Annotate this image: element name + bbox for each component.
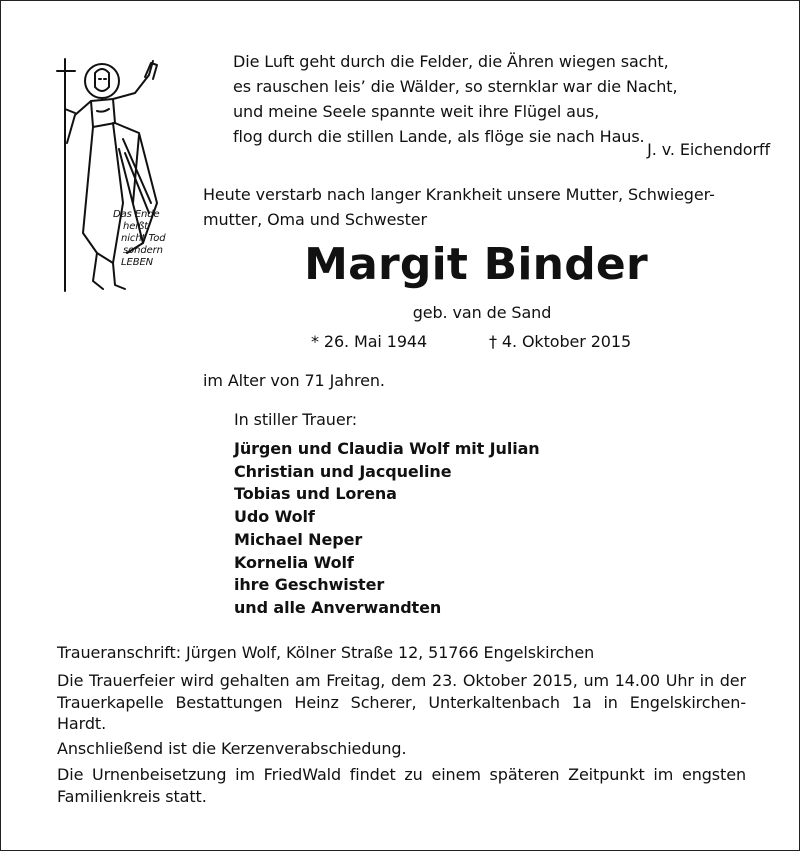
announcement-line: mutter, Oma und Schwester xyxy=(203,210,428,229)
poem-line: es rauschen leis’ die Wälder, so sternklar war die Nacht, xyxy=(233,77,678,96)
mourners-list xyxy=(234,438,540,620)
poem xyxy=(233,49,677,149)
mourner-name: ihre Geschwister xyxy=(234,575,385,595)
deceased-name: Margit Binder xyxy=(304,239,648,290)
candle-farewell-info: Anschließend ist die Kerzenverabschiedung. xyxy=(57,739,407,758)
poem-line: und meine Seele spannte weit ihre Flügel aus, xyxy=(233,102,600,121)
poem-author: J. v. Eichendorff xyxy=(647,140,770,159)
death-announcement xyxy=(203,182,715,232)
urn-burial-info: Die Urnenbeisetzung im FriedWald findet zu einem späteren Zeitpunkt im engsten Familienkreis statt. xyxy=(57,765,746,806)
inscription-line: LEBEN xyxy=(121,257,154,268)
poem-line: Die Luft geht durch die Felder, die Ähren wiegen sacht, xyxy=(233,52,669,71)
age-at-death: im Alter von 71 Jahren. xyxy=(203,371,385,390)
inscription-line: nicht Tod xyxy=(121,233,166,244)
mourning-address: Traueranschrift: Jürgen Wolf, Kölner Straße 12, 51766 Engelskirchen xyxy=(57,643,595,662)
mourning-heading: In stiller Trauer: xyxy=(234,410,358,429)
mourner-name: Jürgen und Claudia Wolf mit Julian xyxy=(234,439,540,458)
inscription-line: Das Ende xyxy=(113,209,160,220)
inscription-line: sondern xyxy=(123,245,163,256)
birth-date: * 26. Mai 1944 xyxy=(311,332,428,351)
mourner-name: Michael Neper xyxy=(234,529,363,549)
death-date: † 4. Oktober 2015 xyxy=(489,332,632,351)
inscription-line: heißt xyxy=(123,221,148,232)
mourner-name: Tobias und Lorena xyxy=(234,484,397,504)
announcement-line: Heute verstarb nach langer Krankheit unsere Mutter, Schwieger- xyxy=(203,185,715,204)
mourner-name: Udo Wolf xyxy=(234,507,315,527)
mourner-name: Kornelia Wolf xyxy=(234,552,354,572)
resurrection-christ-illustration xyxy=(53,53,173,298)
mourner-name: und alle Anverwandten xyxy=(234,597,442,617)
funeral-ceremony-info: Die Trauerfeier wird gehalten am Freitag, dem 23. Oktober 2015, um 14.00 Uhr in der Trauerkapelle Bestattungen Heinz Scherer, Unterkaltenbach 1a in Engelskirchen-Hardt. xyxy=(57,671,746,733)
birth-name: geb. van de Sand xyxy=(412,303,552,322)
mourner-name: Christian und Jacqueline xyxy=(234,461,452,481)
poem-line: flog durch die stillen Lande, als flöge sie nach Haus. xyxy=(233,127,645,146)
